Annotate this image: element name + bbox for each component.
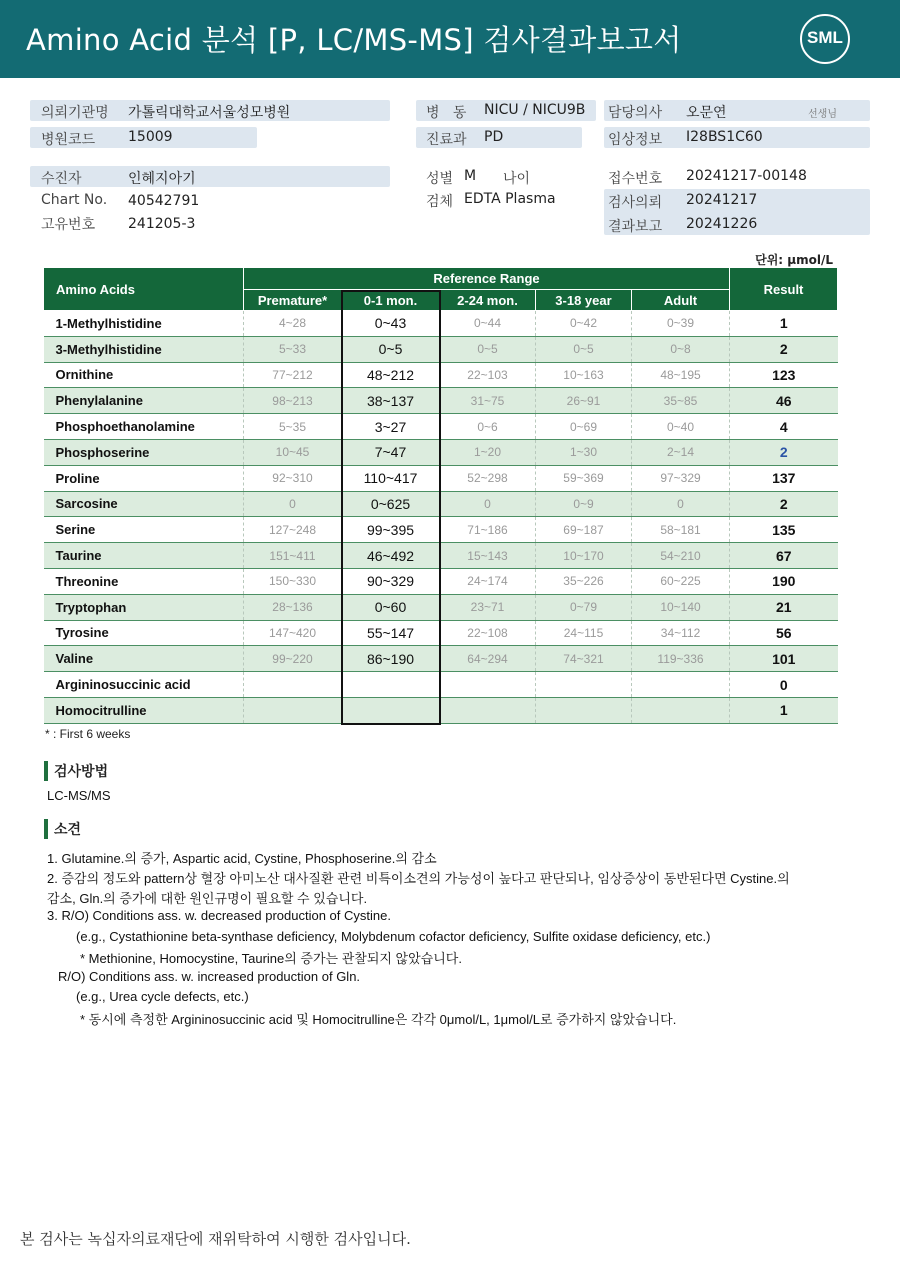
result-value: 190 [730,568,838,594]
doctor-value: 오문연 [686,105,727,121]
request-label: 검사의뢰 [608,195,663,211]
ward-label: 병 동 [426,105,467,121]
inst-label: 의뢰기관명 [41,105,109,121]
finding-line-7: R/O) Conditions ass. w. increased production of Gln. [58,969,361,984]
ref-range-adult: 58~181 [632,517,730,543]
doctor-label: 담당의사 [608,105,663,121]
ref-range-adult: 0~39 [632,311,730,337]
result-value: 0 [730,672,838,698]
ref-range-adult: 0~40 [632,414,730,440]
amino-acid-name: Valine [44,646,244,672]
ref-range-y318: 59~369 [536,465,632,491]
findings-title: 소견 [44,819,81,839]
ref-range-y318 [536,697,632,723]
amino-acid-name: Phenylalanine [44,388,244,414]
ref-range-m224: 22~108 [440,620,536,646]
finding-line-3: 감소, Gln.의 증가에 대한 원인규명이 필요할 수 있습니다. [47,891,368,906]
result-value: 1 [730,311,838,337]
ref-range-adult [632,672,730,698]
ref-range-y318: 69~187 [536,517,632,543]
result-value: 123 [730,362,838,388]
ref-range-m01: 7~47 [342,439,440,465]
amino-acid-name: 3-Methylhistidine [44,336,244,362]
ref-range-y318: 1~30 [536,439,632,465]
ref-range-m224: 64~294 [440,646,536,672]
ref-range-m01: 3~27 [342,414,440,440]
chart-label: Chart No. [41,192,108,208]
ref-range-m01: 110~417 [342,465,440,491]
amino-acid-name: 1-Methylhistidine [44,311,244,337]
table-row [44,697,838,723]
ref-range-m224: 52~298 [440,465,536,491]
amino-acid-name: Threonine [44,568,244,594]
ref-range-pre: 127~248 [244,517,342,543]
ref-range-pre: 5~35 [244,414,342,440]
sml-logo-icon [800,14,850,64]
result-value: 137 [730,465,838,491]
table-row [44,620,838,646]
unit-label: 단위: μmol/L [755,253,833,267]
ref-range-m224: 0~6 [440,414,536,440]
ref-range-m01: 55~147 [342,620,440,646]
ref-range-y318: 74~321 [536,646,632,672]
doctor-suffix: 선생님 [808,109,837,120]
result-value: 2 [730,439,838,465]
code-label: 병원코드 [41,132,96,148]
ref-range-m01: 99~395 [342,517,440,543]
ref-range-m224: 23~71 [440,594,536,620]
ref-range-y318 [536,672,632,698]
ref-range-y318: 26~91 [536,388,632,414]
table-row [44,362,838,388]
code-value: 15009 [128,129,173,145]
table-row [44,491,838,517]
uid-value: 241205-3 [128,216,196,232]
table-row [44,672,838,698]
result-value: 4 [730,414,838,440]
col-3-18-year: 3-18 year [536,290,632,311]
amino-acid-name: Taurine [44,543,244,569]
table-row [44,465,838,491]
amino-acid-name: Phosphoethanolamine [44,414,244,440]
ref-range-adult: 54~210 [632,543,730,569]
ref-range-adult: 10~140 [632,594,730,620]
finding-line-6: * Methionine, Homocystine, Taurine의 증가는 관찰되지 않았습니다. [80,951,462,966]
col-reference-range: Reference Range [244,268,730,290]
ref-range-m01: 46~492 [342,543,440,569]
result-value: 135 [730,517,838,543]
result-value: 2 [730,491,838,517]
amino-acid-name: Tryptophan [44,594,244,620]
finding-line-1: 1. Glutamine.의 증가, Aspartic acid, Cystine, Phosphoserine.의 감소 [47,851,437,866]
ref-range-y318: 0~5 [536,336,632,362]
ref-range-pre: 0 [244,491,342,517]
method-value: LC-MS/MS [47,788,111,803]
ref-range-m01: 48~212 [342,362,440,388]
table-row [44,336,838,362]
ref-range-adult: 0 [632,491,730,517]
patient-value: 인혜지아기 [128,171,196,187]
specimen-label: 검체 [426,194,454,210]
report-header [0,0,900,78]
amino-acid-name: Homocitrulline [44,697,244,723]
result-value: 21 [730,594,838,620]
result-value: 2 [730,336,838,362]
ref-range-pre: 99~220 [244,646,342,672]
ref-range-y318: 10~163 [536,362,632,388]
ref-range-pre: 98~213 [244,388,342,414]
ref-range-adult: 35~85 [632,388,730,414]
ref-range-y318: 24~115 [536,620,632,646]
ref-range-m01 [342,697,440,723]
clinical-label: 임상정보 [608,132,663,148]
ref-range-adult: 34~112 [632,620,730,646]
amino-acid-name: Ornithine [44,362,244,388]
inst-value: 가톨릭대학교서울성모병원 [128,105,291,121]
patient-label: 수진자 [41,171,82,187]
table-row [44,517,838,543]
ref-range-adult: 0~8 [632,336,730,362]
ref-range-adult: 48~195 [632,362,730,388]
dept-label: 진료과 [426,132,467,148]
amino-acid-table [43,267,838,724]
specimen-value: EDTA Plasma [464,191,556,207]
dept-value: PD [484,129,504,145]
age-label: 나이 [503,171,531,187]
ref-range-m01: 0~5 [342,336,440,362]
finding-line-2: 2. 증감의 정도와 pattern상 혈장 아미노산 대사질환 관련 비특이소견의 가능성이 높다고 판단되나, 임상증상이 동반된다면 Cystine.의 [47,871,790,886]
report-value: 20241226 [686,216,758,232]
table-row [44,388,838,414]
ref-range-adult [632,697,730,723]
ref-range-m224: 22~103 [440,362,536,388]
ref-range-pre: 77~212 [244,362,342,388]
finding-line-9: * 동시에 측정한 Argininosuccinic acid 및 Homocitrulline은 각각 0μmol/L, 1μmol/L로 증가하지 않았습니다. [80,1012,677,1027]
table-row [44,568,838,594]
ref-range-m224: 71~186 [440,517,536,543]
table-row [44,311,838,337]
ref-range-adult: 2~14 [632,439,730,465]
ref-range-m01: 38~137 [342,388,440,414]
col-adult: Adult [632,290,730,311]
ref-range-y318: 0~69 [536,414,632,440]
finding-line-4: 3. R/O) Conditions ass. w. decreased production of Cystine. [47,908,391,923]
uid-label: 고유번호 [41,217,96,233]
ref-range-pre: 10~45 [244,439,342,465]
table-row [44,414,838,440]
sex-label: 성별 [426,171,454,187]
result-value: 56 [730,620,838,646]
ref-range-m01 [342,672,440,698]
ref-range-y318: 10~170 [536,543,632,569]
finding-line-5: (e.g., Cystathionine beta-synthase deficiency, Molybdenum cofactor deficiency, Sulfite oxidase deficiency, etc.) [76,929,711,944]
ref-range-adult: 119~336 [632,646,730,672]
ref-range-pre: 4~28 [244,311,342,337]
ref-range-y318: 0~42 [536,311,632,337]
result-value: 67 [730,543,838,569]
ref-range-pre: 5~33 [244,336,342,362]
ref-range-m224: 0~44 [440,311,536,337]
amino-acid-name: Phosphoserine [44,439,244,465]
ref-range-pre: 147~420 [244,620,342,646]
col-amino-acids: Amino Acids [44,268,244,311]
table-row [44,594,838,620]
ref-range-pre: 28~136 [244,594,342,620]
receipt-label: 접수번호 [608,171,663,187]
ref-range-pre: 151~411 [244,543,342,569]
result-value: 46 [730,388,838,414]
amino-acid-name: Argininosuccinic acid [44,672,244,698]
ref-range-y318: 0~9 [536,491,632,517]
receipt-value: 20241217-00148 [686,168,807,184]
col-0-1-mon: 0-1 mon. [342,290,440,311]
info-bar-patient [30,166,390,187]
method-title: 검사방법 [44,761,108,781]
ref-range-m01: 90~329 [342,568,440,594]
ref-range-m224: 31~75 [440,388,536,414]
ref-range-m01: 0~60 [342,594,440,620]
ref-range-y318: 35~226 [536,568,632,594]
ref-range-pre [244,672,342,698]
amino-acid-name: Tyrosine [44,620,244,646]
ref-range-m01: 0~625 [342,491,440,517]
amino-acid-name: Sarcosine [44,491,244,517]
amino-acid-name: Serine [44,517,244,543]
finding-line-8: (e.g., Urea cycle defects, etc.) [76,989,249,1004]
logo-text: SML [807,28,843,47]
ref-range-m224: 0 [440,491,536,517]
ref-range-m01: 86~190 [342,646,440,672]
report-label: 결과보고 [608,219,663,235]
ref-range-adult: 60~225 [632,568,730,594]
table-row [44,543,838,569]
ref-range-adult: 97~329 [632,465,730,491]
ward-value: NICU / NICU9B [484,102,586,118]
col-premature: Premature* [244,290,342,311]
col-2-24-mon: 2-24 mon. [440,290,536,311]
request-value: 20241217 [686,192,758,208]
col-result: Result [730,268,838,311]
ref-range-m224: 24~174 [440,568,536,594]
clinical-value: I28BS1C60 [686,129,763,145]
result-value: 1 [730,697,838,723]
result-value: 101 [730,646,838,672]
report-title: Amino Acid 분석 [P, LC/MS-MS] 검사결과보고서 [26,23,682,57]
table-footnote: * : First 6 weeks [45,727,131,741]
ref-range-m224: 0~5 [440,336,536,362]
ref-range-y318: 0~79 [536,594,632,620]
ref-range-m224: 1~20 [440,439,536,465]
ref-range-m01: 0~43 [342,311,440,337]
ref-range-m224: 15~143 [440,543,536,569]
sex-value: M [464,168,477,184]
ref-range-m224 [440,697,536,723]
ref-range-pre: 92~310 [244,465,342,491]
ref-range-pre [244,697,342,723]
table-row [44,646,838,672]
amino-acid-name: Proline [44,465,244,491]
ref-range-m224 [440,672,536,698]
bottom-note: 본 검사는 녹십자의료재단에 재위탁하여 시행한 검사입니다. [20,1230,411,1248]
ref-range-pre: 150~330 [244,568,342,594]
chart-value: 40542791 [128,193,200,209]
table-row [44,439,838,465]
